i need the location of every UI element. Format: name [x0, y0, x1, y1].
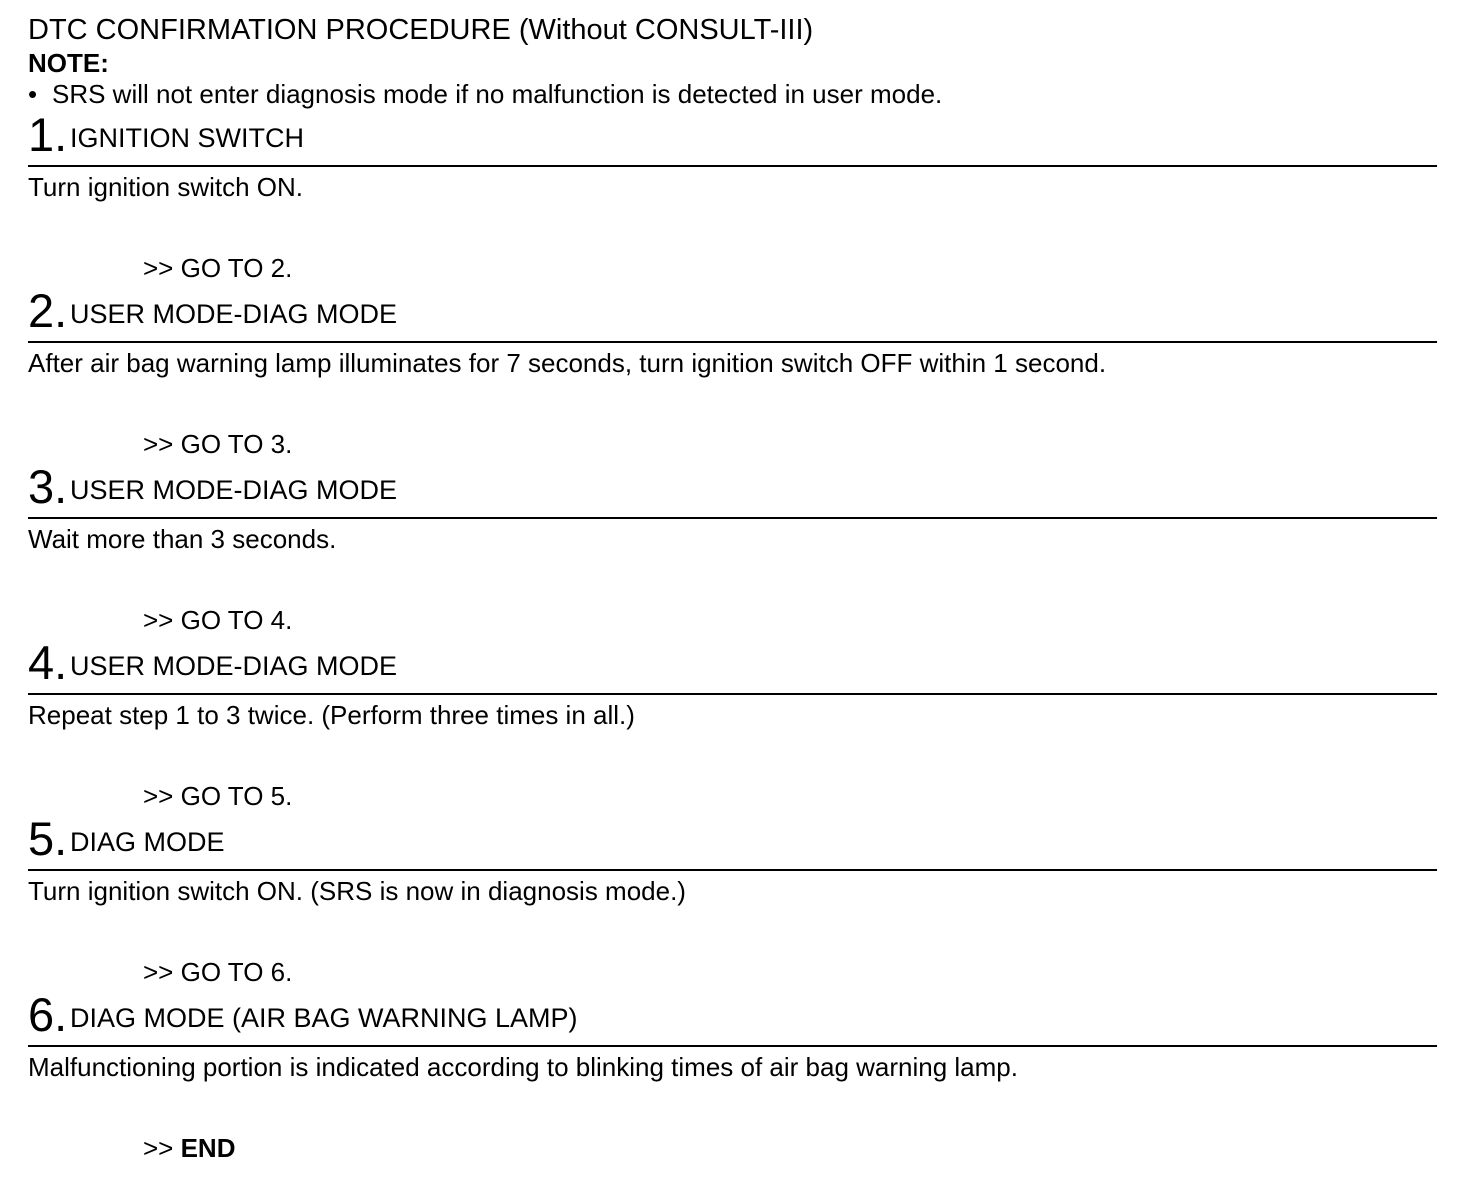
step-number: 1. — [28, 108, 68, 161]
step-6 — [28, 990, 1437, 1166]
step-goto — [143, 781, 292, 811]
goto-target: GO TO 4. — [180, 605, 293, 635]
step-instruction: Repeat step 1 to 3 twice. (Perform three times in all.) — [28, 700, 635, 730]
step-goto — [143, 957, 292, 987]
note-item-text: SRS will not enter diagnosis mode if no malfunction is detected in user mode. — [52, 79, 943, 109]
step-goto — [143, 605, 292, 635]
goto-arrow: >> — [143, 1133, 181, 1163]
step-header — [28, 462, 1437, 519]
step-instruction: Turn ignition switch ON. — [28, 172, 304, 202]
step-4 — [28, 638, 1437, 814]
step-3 — [28, 462, 1437, 638]
goto-arrow: >> — [143, 429, 181, 459]
step-header — [28, 814, 1437, 871]
step-header — [28, 990, 1437, 1047]
step-number: 4. — [28, 636, 68, 689]
goto-target: GO TO 6. — [180, 957, 293, 987]
bullet-icon: • — [28, 79, 38, 109]
step-title: DIAG MODE — [70, 827, 225, 857]
step-header — [28, 110, 1437, 167]
step-number: 5. — [28, 812, 68, 865]
step-title: USER MODE-DIAG MODE — [70, 299, 398, 329]
step-number: 6. — [28, 988, 68, 1041]
step-instruction: Malfunctioning portion is indicated according to blinking times of air bag warning lamp. — [28, 1052, 1018, 1082]
step-goto — [143, 253, 292, 283]
note-item — [28, 78, 1437, 110]
goto-arrow: >> — [143, 781, 181, 811]
step-number: 2. — [28, 284, 68, 337]
goto-arrow: >> — [143, 605, 181, 635]
goto-arrow: >> — [143, 957, 181, 987]
page-title: DTC CONFIRMATION PROCEDURE (Without CONSULT-III) — [28, 14, 814, 46]
step-number: 3. — [28, 460, 68, 513]
step-goto — [143, 1133, 236, 1163]
step-title: IGNITION SWITCH — [70, 123, 304, 153]
step-1 — [28, 110, 1437, 286]
step-header — [28, 286, 1437, 343]
procedure-page — [28, 12, 1437, 1166]
goto-target: GO TO 3. — [180, 429, 293, 459]
step-title: DIAG MODE (AIR BAG WARNING LAMP) — [70, 1003, 578, 1033]
goto-target: GO TO 2. — [180, 253, 293, 283]
step-instruction: After air bag warning lamp illuminates for 7 seconds, turn ignition switch OFF within 1 second. — [28, 348, 1107, 378]
note-label: NOTE: — [28, 48, 109, 78]
step-instruction: Wait more than 3 seconds. — [28, 524, 337, 554]
step-2 — [28, 286, 1437, 462]
step-header — [28, 638, 1437, 695]
goto-target-end: END — [180, 1133, 236, 1163]
step-instruction: Turn ignition switch ON. (SRS is now in diagnosis mode.) — [28, 876, 686, 906]
note-block — [28, 48, 1437, 110]
step-title: USER MODE-DIAG MODE — [70, 651, 398, 681]
step-5 — [28, 814, 1437, 990]
step-goto — [143, 429, 292, 459]
goto-arrow: >> — [143, 253, 181, 283]
goto-target: GO TO 5. — [180, 781, 293, 811]
step-title: USER MODE-DIAG MODE — [70, 475, 398, 505]
